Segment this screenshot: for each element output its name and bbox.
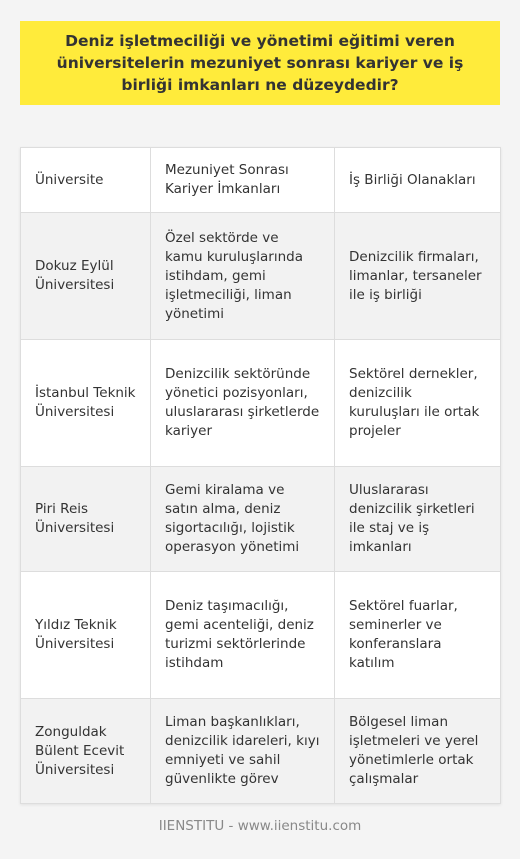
table-header-row bbox=[21, 148, 501, 213]
cell-cooperation: Sektörel dernekler, denizcilik kuruluşları ile ortak projeler bbox=[335, 340, 501, 467]
cell-university: İstanbul Teknik Üniversitesi bbox=[21, 340, 151, 467]
cell-university: Dokuz Eylül Üniversitesi bbox=[21, 213, 151, 340]
header-cooperation: İş Birliği Olanakları bbox=[335, 148, 501, 213]
table-row bbox=[21, 340, 501, 467]
cell-career: Denizcilik sektöründe yönetici pozisyonları, uluslararası şirketlerde kariyer bbox=[151, 340, 335, 467]
header-career: Mezuniyet Sonrası Kariyer İmkanları bbox=[151, 148, 335, 213]
cell-career: Gemi kiralama ve satın alma, deniz sigortacılığı, lojistik operasyon yönetimi bbox=[151, 467, 335, 572]
footer-credit: IIENSTITU - www.iienstitu.com bbox=[158, 818, 362, 834]
table-row bbox=[21, 213, 501, 340]
table-row bbox=[21, 699, 501, 804]
title-banner bbox=[20, 21, 500, 105]
cell-career: Liman başkanlıkları, denizcilik idareleri, kıyı emniyeti ve sahil güvenlikte görev bbox=[151, 699, 335, 804]
cell-career: Özel sektörde ve kamu kuruluşlarında istihdam, gemi işletmeciliği, liman yönetimi bbox=[151, 213, 335, 340]
cell-career: Deniz taşımacılığı, gemi acenteliği, deniz turizmi sektörlerinde istihdam bbox=[151, 572, 335, 699]
cell-university: Zonguldak Bülent Ecevit Üniversitesi bbox=[21, 699, 151, 804]
table-row bbox=[21, 572, 501, 699]
cell-cooperation: Uluslararası denizcilik şirketleri ile staj ve iş imkanları bbox=[335, 467, 501, 572]
universities-table bbox=[20, 147, 501, 804]
table-row bbox=[21, 467, 501, 572]
page-title: Deniz işletmeciliği ve yönetimi eğitimi veren üniversitelerin mezuniyet sonrası kariyer ve iş birliği imkanları ne düzeydedir? bbox=[56, 32, 464, 94]
cell-cooperation: Bölgesel liman işletmeleri ve yerel yönetimlerle ortak çalışmalar bbox=[335, 699, 501, 804]
cell-university: Yıldız Teknik Üniversitesi bbox=[21, 572, 151, 699]
cell-cooperation: Sektörel fuarlar, seminerler ve konferanslara katılım bbox=[335, 572, 501, 699]
cell-cooperation: Denizcilik firmaları, limanlar, tersaneler ile iş birliği bbox=[335, 213, 501, 340]
header-university: Üniversite bbox=[21, 148, 151, 213]
cell-university: Piri Reis Üniversitesi bbox=[21, 467, 151, 572]
